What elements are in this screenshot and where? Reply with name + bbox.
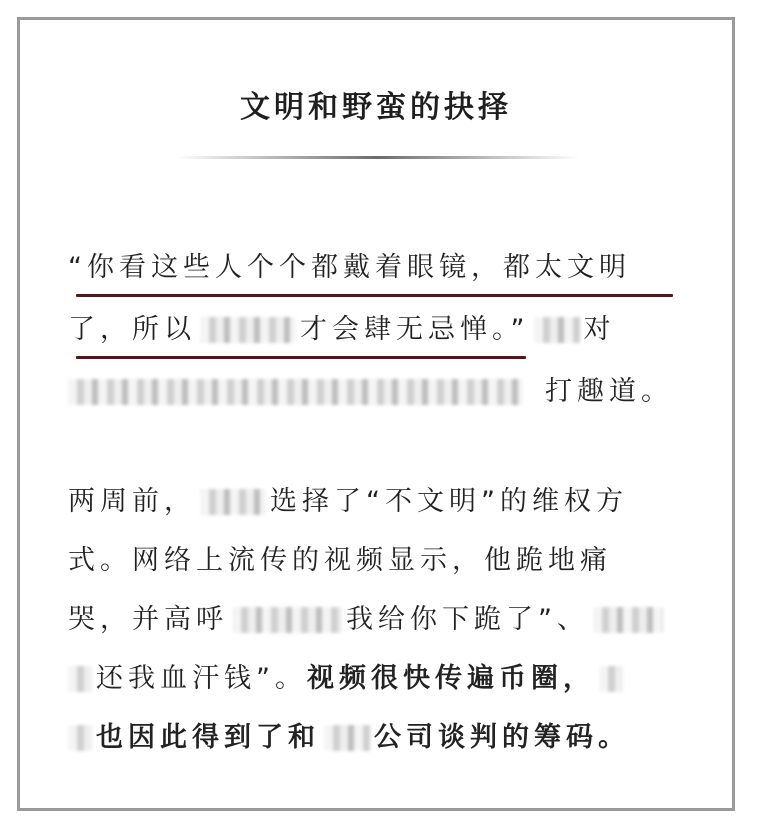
redacted-name xyxy=(200,489,266,515)
redacted-name xyxy=(200,317,296,343)
redacted-quote xyxy=(593,607,663,633)
quote-text: “你看这些人个个都戴着眼镜，都太文明 xyxy=(68,252,631,283)
body-text: 选择了“不文明”的维权方 xyxy=(270,486,628,517)
body-text-bold: 公司谈判的筹码。 xyxy=(374,722,630,753)
redacted-company xyxy=(324,725,370,751)
paragraph-line xyxy=(68,590,667,649)
paragraph-line xyxy=(68,300,616,359)
article-frame xyxy=(17,17,735,811)
body-text-bold: 也因此得到了和 xyxy=(96,722,320,753)
quote-text: 了，所以 xyxy=(68,314,196,345)
body-text-bold: 视频很快传遍币圈， xyxy=(307,663,595,694)
paragraph-line xyxy=(68,362,673,421)
highlight-underline xyxy=(76,356,526,359)
paragraph-line xyxy=(68,649,627,708)
highlight-underline xyxy=(76,294,673,297)
quote-text: 对 xyxy=(583,314,616,345)
body-text: 还我血汗钱”。 xyxy=(96,663,307,694)
redacted-name xyxy=(599,666,623,692)
redacted-quote xyxy=(68,666,92,692)
title-divider xyxy=(175,156,580,159)
redacted-quote xyxy=(232,607,342,633)
body-text: 哭，并高呼 xyxy=(68,604,228,635)
redacted-attribution xyxy=(68,379,523,405)
quote-text: 打趣道。 xyxy=(545,376,673,407)
article-title: 文明和野蛮的抉择 xyxy=(240,90,512,125)
redacted-name xyxy=(68,725,92,751)
paragraph-line xyxy=(68,531,612,590)
quote-text: 才会肆无忌惮。” xyxy=(300,314,530,345)
body-text: 两周前， xyxy=(68,486,196,517)
body-text: 式。网络上流传的视频显示，他跪地痛 xyxy=(68,545,612,576)
paragraph-line xyxy=(68,238,631,297)
body-text: 我给你下跪了”、 xyxy=(346,604,589,635)
paragraph-line xyxy=(68,708,630,767)
redacted-name xyxy=(534,317,580,343)
paragraph-line xyxy=(68,472,628,531)
